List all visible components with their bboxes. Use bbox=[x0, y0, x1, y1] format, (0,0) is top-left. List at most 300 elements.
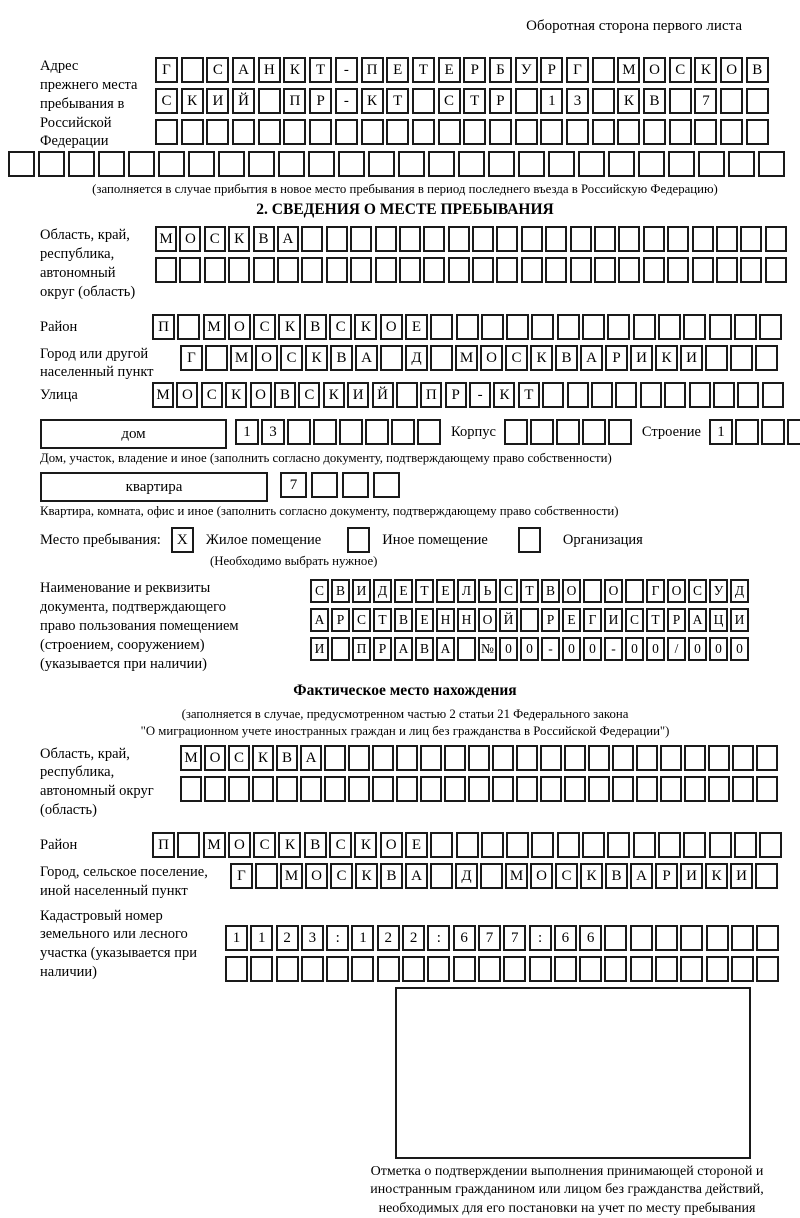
char-cell[interactable] bbox=[377, 956, 400, 982]
char-cell[interactable]: И bbox=[206, 88, 229, 114]
char-cell[interactable] bbox=[732, 745, 754, 771]
char-cell[interactable] bbox=[481, 314, 504, 340]
char-cell[interactable]: В bbox=[746, 57, 769, 83]
char-cell[interactable] bbox=[396, 745, 418, 771]
char-cell[interactable] bbox=[181, 119, 204, 145]
char-cell[interactable]: С bbox=[329, 314, 352, 340]
korpus-cells[interactable] bbox=[504, 419, 634, 447]
char-cell[interactable] bbox=[372, 745, 394, 771]
char-cell[interactable]: Е bbox=[438, 57, 461, 83]
char-cell[interactable]: К bbox=[694, 57, 717, 83]
char-cell[interactable] bbox=[658, 314, 681, 340]
char-cell[interactable] bbox=[324, 776, 346, 802]
char-cell[interactable]: Ц bbox=[709, 608, 728, 632]
char-cell[interactable] bbox=[716, 226, 738, 252]
city-cells[interactable] bbox=[180, 345, 780, 373]
char-cell[interactable] bbox=[396, 776, 418, 802]
char-cell[interactable]: В bbox=[304, 314, 327, 340]
char-cell[interactable]: Р bbox=[540, 57, 563, 83]
char-cell[interactable]: К bbox=[228, 226, 250, 252]
char-cell[interactable] bbox=[402, 956, 425, 982]
char-cell[interactable]: А bbox=[630, 863, 653, 889]
char-cell[interactable]: Н bbox=[258, 57, 281, 83]
char-cell[interactable] bbox=[258, 119, 281, 145]
char-cell[interactable] bbox=[478, 956, 501, 982]
char-cell[interactable] bbox=[420, 745, 442, 771]
char-cell[interactable]: И bbox=[604, 608, 623, 632]
char-cell[interactable] bbox=[179, 257, 201, 283]
char-cell[interactable]: М bbox=[617, 57, 640, 83]
char-cell[interactable]: : bbox=[326, 925, 349, 951]
char-cell[interactable]: П bbox=[283, 88, 306, 114]
char-cell[interactable]: С bbox=[201, 382, 223, 408]
char-cell[interactable]: С bbox=[438, 88, 461, 114]
char-cell[interactable]: Д bbox=[455, 863, 478, 889]
char-cell[interactable]: К bbox=[278, 832, 301, 858]
char-cell[interactable] bbox=[218, 151, 245, 177]
char-cell[interactable] bbox=[636, 745, 658, 771]
char-cell[interactable]: 0 bbox=[730, 637, 749, 661]
char-cell[interactable]: А bbox=[405, 863, 428, 889]
char-cell[interactable] bbox=[8, 151, 35, 177]
char-cell[interactable]: 3 bbox=[566, 88, 589, 114]
char-cell[interactable]: С bbox=[625, 608, 644, 632]
char-cell[interactable] bbox=[380, 345, 403, 371]
char-cell[interactable] bbox=[737, 382, 759, 408]
char-cell[interactable]: О bbox=[380, 832, 403, 858]
char-cell[interactable] bbox=[643, 119, 666, 145]
street-cells[interactable] bbox=[152, 382, 786, 410]
char-cell[interactable]: С bbox=[499, 579, 518, 603]
char-cell[interactable] bbox=[255, 863, 278, 889]
char-cell[interactable]: О bbox=[643, 57, 666, 83]
char-cell[interactable] bbox=[787, 419, 800, 445]
char-cell[interactable]: О bbox=[530, 863, 553, 889]
char-cell[interactable] bbox=[456, 832, 479, 858]
char-cell[interactable] bbox=[706, 925, 729, 951]
char-cell[interactable]: Р bbox=[655, 863, 678, 889]
char-cell[interactable] bbox=[594, 226, 616, 252]
char-cell[interactable]: А bbox=[394, 637, 413, 661]
char-cell[interactable]: 0 bbox=[646, 637, 665, 661]
char-cell[interactable] bbox=[373, 472, 400, 498]
char-cell[interactable] bbox=[338, 151, 365, 177]
char-cell[interactable]: С bbox=[206, 57, 229, 83]
char-cell[interactable] bbox=[756, 956, 779, 982]
char-cell[interactable]: 7 bbox=[503, 925, 526, 951]
char-cell[interactable]: 0 bbox=[583, 637, 602, 661]
char-cell[interactable] bbox=[463, 119, 486, 145]
char-cell[interactable]: 7 bbox=[478, 925, 501, 951]
char-cell[interactable]: К bbox=[283, 57, 306, 83]
char-cell[interactable] bbox=[683, 832, 706, 858]
char-cell[interactable] bbox=[444, 745, 466, 771]
previous-address-row-2[interactable] bbox=[155, 88, 772, 116]
char-cell[interactable] bbox=[740, 257, 762, 283]
char-cell[interactable] bbox=[756, 776, 778, 802]
char-cell[interactable]: Г bbox=[180, 345, 203, 371]
char-cell[interactable]: С bbox=[352, 608, 371, 632]
char-cell[interactable] bbox=[301, 956, 324, 982]
char-cell[interactable] bbox=[504, 419, 528, 445]
char-cell[interactable]: О bbox=[480, 345, 503, 371]
char-cell[interactable] bbox=[708, 776, 730, 802]
char-cell[interactable]: О bbox=[255, 345, 278, 371]
char-cell[interactable] bbox=[158, 151, 185, 177]
char-cell[interactable]: П bbox=[361, 57, 384, 83]
char-cell[interactable] bbox=[557, 314, 580, 340]
char-cell[interactable]: 7 bbox=[280, 472, 307, 498]
char-cell[interactable] bbox=[206, 119, 229, 145]
char-cell[interactable]: В bbox=[415, 637, 434, 661]
char-cell[interactable]: 0 bbox=[499, 637, 518, 661]
char-cell[interactable]: С bbox=[228, 745, 250, 771]
char-cell[interactable] bbox=[759, 832, 782, 858]
char-cell[interactable]: И bbox=[347, 382, 369, 408]
char-cell[interactable] bbox=[472, 226, 494, 252]
char-cell[interactable]: Е bbox=[415, 608, 434, 632]
char-cell[interactable] bbox=[417, 419, 441, 445]
actual-region-row-1[interactable] bbox=[180, 745, 780, 773]
char-cell[interactable]: О bbox=[604, 579, 623, 603]
char-cell[interactable] bbox=[734, 832, 757, 858]
char-cell[interactable]: В bbox=[253, 226, 275, 252]
char-cell[interactable]: Т bbox=[412, 57, 435, 83]
char-cell[interactable]: Т bbox=[646, 608, 665, 632]
char-cell[interactable]: К bbox=[225, 382, 247, 408]
char-cell[interactable] bbox=[448, 257, 470, 283]
char-cell[interactable] bbox=[692, 226, 714, 252]
char-cell[interactable]: - bbox=[604, 637, 623, 661]
char-cell[interactable] bbox=[608, 151, 635, 177]
char-cell[interactable]: В bbox=[555, 345, 578, 371]
char-cell[interactable] bbox=[368, 151, 395, 177]
char-cell[interactable]: С bbox=[155, 88, 178, 114]
char-cell[interactable] bbox=[582, 419, 606, 445]
char-cell[interactable]: О bbox=[179, 226, 201, 252]
char-cell[interactable] bbox=[604, 925, 627, 951]
char-cell[interactable] bbox=[735, 419, 759, 445]
char-cell[interactable] bbox=[468, 776, 490, 802]
char-cell[interactable] bbox=[713, 382, 735, 408]
actual-region-row-2[interactable] bbox=[180, 776, 780, 804]
char-cell[interactable] bbox=[278, 151, 305, 177]
char-cell[interactable]: Г bbox=[566, 57, 589, 83]
char-cell[interactable]: О bbox=[478, 608, 497, 632]
char-cell[interactable] bbox=[472, 257, 494, 283]
stay-type-checkbox-residential[interactable]: X bbox=[171, 527, 194, 553]
char-cell[interactable] bbox=[488, 151, 515, 177]
char-cell[interactable] bbox=[762, 382, 784, 408]
char-cell[interactable]: И bbox=[352, 579, 371, 603]
char-cell[interactable] bbox=[372, 776, 394, 802]
region-row-2[interactable] bbox=[155, 257, 789, 285]
char-cell[interactable]: М bbox=[505, 863, 528, 889]
char-cell[interactable]: 0 bbox=[520, 637, 539, 661]
char-cell[interactable] bbox=[540, 119, 563, 145]
char-cell[interactable]: В bbox=[394, 608, 413, 632]
char-cell[interactable] bbox=[529, 956, 552, 982]
char-cell[interactable] bbox=[618, 257, 640, 283]
char-cell[interactable] bbox=[664, 382, 686, 408]
char-cell[interactable] bbox=[276, 776, 298, 802]
char-cell[interactable] bbox=[579, 956, 602, 982]
char-cell[interactable] bbox=[660, 745, 682, 771]
char-cell[interactable]: 1 bbox=[235, 419, 259, 445]
char-cell[interactable]: С bbox=[669, 57, 692, 83]
char-cell[interactable]: А bbox=[300, 745, 322, 771]
cadastre-row-1[interactable] bbox=[225, 925, 782, 953]
char-cell[interactable] bbox=[655, 956, 678, 982]
char-cell[interactable] bbox=[545, 226, 567, 252]
char-cell[interactable]: Е bbox=[394, 579, 413, 603]
char-cell[interactable] bbox=[582, 314, 605, 340]
char-cell[interactable]: А bbox=[688, 608, 707, 632]
char-cell[interactable] bbox=[468, 745, 490, 771]
char-cell[interactable] bbox=[520, 608, 539, 632]
char-cell[interactable]: К bbox=[617, 88, 640, 114]
char-cell[interactable] bbox=[564, 776, 586, 802]
char-cell[interactable]: У bbox=[709, 579, 728, 603]
char-cell[interactable] bbox=[607, 832, 630, 858]
char-cell[interactable]: М bbox=[203, 832, 226, 858]
char-cell[interactable]: А bbox=[232, 57, 255, 83]
char-cell[interactable]: 2 bbox=[276, 925, 299, 951]
char-cell[interactable] bbox=[658, 832, 681, 858]
char-cell[interactable] bbox=[734, 314, 757, 340]
char-cell[interactable] bbox=[556, 419, 580, 445]
char-cell[interactable] bbox=[515, 119, 538, 145]
char-cell[interactable] bbox=[258, 88, 281, 114]
char-cell[interactable] bbox=[248, 151, 275, 177]
char-cell[interactable] bbox=[311, 472, 338, 498]
char-cell[interactable] bbox=[540, 745, 562, 771]
char-cell[interactable] bbox=[521, 226, 543, 252]
char-cell[interactable] bbox=[604, 956, 627, 982]
document-row-3[interactable] bbox=[310, 637, 751, 663]
char-cell[interactable] bbox=[457, 637, 476, 661]
char-cell[interactable]: Р bbox=[331, 608, 350, 632]
char-cell[interactable] bbox=[155, 257, 177, 283]
char-cell[interactable] bbox=[516, 776, 538, 802]
previous-address-row-3[interactable] bbox=[155, 119, 772, 147]
char-cell[interactable]: И bbox=[730, 863, 753, 889]
char-cell[interactable] bbox=[350, 257, 372, 283]
char-cell[interactable]: В bbox=[330, 345, 353, 371]
char-cell[interactable]: К bbox=[580, 863, 603, 889]
char-cell[interactable]: А bbox=[355, 345, 378, 371]
char-cell[interactable] bbox=[540, 776, 562, 802]
char-cell[interactable]: В bbox=[304, 832, 327, 858]
char-cell[interactable] bbox=[448, 226, 470, 252]
document-row-2[interactable] bbox=[310, 608, 751, 634]
char-cell[interactable] bbox=[361, 119, 384, 145]
char-cell[interactable] bbox=[730, 345, 753, 371]
char-cell[interactable] bbox=[205, 345, 228, 371]
char-cell[interactable]: М bbox=[280, 863, 303, 889]
char-cell[interactable] bbox=[706, 956, 729, 982]
char-cell[interactable]: А bbox=[436, 637, 455, 661]
char-cell[interactable]: К bbox=[181, 88, 204, 114]
char-cell[interactable] bbox=[155, 119, 178, 145]
char-cell[interactable] bbox=[608, 419, 632, 445]
char-cell[interactable] bbox=[765, 226, 787, 252]
char-cell[interactable] bbox=[399, 257, 421, 283]
char-cell[interactable]: И bbox=[680, 345, 703, 371]
char-cell[interactable]: С bbox=[330, 863, 353, 889]
char-cell[interactable]: Р bbox=[373, 637, 392, 661]
char-cell[interactable] bbox=[496, 257, 518, 283]
char-cell[interactable] bbox=[98, 151, 125, 177]
char-cell[interactable] bbox=[456, 314, 479, 340]
char-cell[interactable] bbox=[583, 579, 602, 603]
char-cell[interactable]: О bbox=[228, 832, 251, 858]
char-cell[interactable] bbox=[709, 832, 732, 858]
char-cell[interactable] bbox=[375, 226, 397, 252]
char-cell[interactable]: 6 bbox=[579, 925, 602, 951]
char-cell[interactable]: С bbox=[310, 579, 329, 603]
char-cell[interactable]: К bbox=[305, 345, 328, 371]
char-cell[interactable] bbox=[588, 745, 610, 771]
char-cell[interactable]: Д bbox=[730, 579, 749, 603]
char-cell[interactable] bbox=[680, 925, 703, 951]
char-cell[interactable]: О bbox=[562, 579, 581, 603]
char-cell[interactable]: Н bbox=[457, 608, 476, 632]
char-cell[interactable] bbox=[309, 119, 332, 145]
char-cell[interactable] bbox=[339, 419, 363, 445]
char-cell[interactable] bbox=[683, 314, 706, 340]
char-cell[interactable] bbox=[548, 151, 575, 177]
char-cell[interactable] bbox=[530, 419, 554, 445]
char-cell[interactable] bbox=[430, 345, 453, 371]
char-cell[interactable]: П bbox=[152, 314, 175, 340]
char-cell[interactable] bbox=[643, 226, 665, 252]
char-cell[interactable]: - bbox=[469, 382, 491, 408]
char-cell[interactable] bbox=[684, 776, 706, 802]
char-cell[interactable] bbox=[453, 956, 476, 982]
char-cell[interactable] bbox=[667, 226, 689, 252]
char-cell[interactable] bbox=[399, 226, 421, 252]
char-cell[interactable] bbox=[630, 925, 653, 951]
char-cell[interactable] bbox=[177, 314, 200, 340]
char-cell[interactable]: К bbox=[361, 88, 384, 114]
char-cell[interactable]: 1 bbox=[225, 925, 248, 951]
char-cell[interactable]: Т bbox=[309, 57, 332, 83]
char-cell[interactable] bbox=[612, 776, 634, 802]
char-cell[interactable]: : bbox=[529, 925, 552, 951]
char-cell[interactable] bbox=[423, 226, 445, 252]
char-cell[interactable] bbox=[669, 119, 692, 145]
char-cell[interactable]: Р bbox=[445, 382, 467, 408]
char-cell[interactable] bbox=[566, 119, 589, 145]
char-cell[interactable] bbox=[252, 776, 274, 802]
char-cell[interactable]: Б bbox=[489, 57, 512, 83]
char-cell[interactable] bbox=[326, 226, 348, 252]
char-cell[interactable]: В bbox=[643, 88, 666, 114]
char-cell[interactable] bbox=[412, 88, 435, 114]
char-cell[interactable] bbox=[698, 151, 725, 177]
char-cell[interactable] bbox=[758, 151, 785, 177]
char-cell[interactable] bbox=[720, 119, 743, 145]
char-cell[interactable]: 0 bbox=[562, 637, 581, 661]
char-cell[interactable] bbox=[324, 745, 346, 771]
char-cell[interactable]: 3 bbox=[261, 419, 285, 445]
char-cell[interactable] bbox=[128, 151, 155, 177]
apartment-cells[interactable] bbox=[280, 472, 404, 500]
char-cell[interactable]: Т bbox=[415, 579, 434, 603]
char-cell[interactable]: / bbox=[667, 637, 686, 661]
char-cell[interactable]: 6 bbox=[453, 925, 476, 951]
char-cell[interactable]: 2 bbox=[377, 925, 400, 951]
char-cell[interactable] bbox=[728, 151, 755, 177]
char-cell[interactable]: - bbox=[335, 57, 358, 83]
char-cell[interactable]: И bbox=[680, 863, 703, 889]
char-cell[interactable] bbox=[765, 257, 787, 283]
region-row-1[interactable] bbox=[155, 226, 789, 254]
stroenie-cells[interactable] bbox=[709, 419, 800, 447]
char-cell[interactable] bbox=[423, 257, 445, 283]
char-cell[interactable] bbox=[492, 745, 514, 771]
char-cell[interactable] bbox=[531, 832, 554, 858]
char-cell[interactable]: С bbox=[555, 863, 578, 889]
char-cell[interactable]: К bbox=[355, 863, 378, 889]
cadastre-row-2[interactable] bbox=[225, 956, 782, 984]
char-cell[interactable]: К bbox=[252, 745, 274, 771]
char-cell[interactable]: Д bbox=[373, 579, 392, 603]
char-cell[interactable]: 1 bbox=[351, 925, 374, 951]
char-cell[interactable] bbox=[232, 119, 255, 145]
char-cell[interactable] bbox=[570, 226, 592, 252]
char-cell[interactable] bbox=[365, 419, 389, 445]
char-cell[interactable] bbox=[331, 637, 350, 661]
char-cell[interactable]: Г bbox=[646, 579, 665, 603]
char-cell[interactable]: : bbox=[427, 925, 450, 951]
char-cell[interactable] bbox=[313, 419, 337, 445]
char-cell[interactable] bbox=[228, 776, 250, 802]
char-cell[interactable] bbox=[756, 745, 778, 771]
char-cell[interactable] bbox=[506, 314, 529, 340]
char-cell[interactable]: 2 bbox=[402, 925, 425, 951]
char-cell[interactable] bbox=[225, 956, 248, 982]
char-cell[interactable] bbox=[746, 119, 769, 145]
char-cell[interactable] bbox=[755, 345, 778, 371]
char-cell[interactable]: О bbox=[380, 314, 403, 340]
char-cell[interactable]: Р bbox=[489, 88, 512, 114]
char-cell[interactable] bbox=[708, 745, 730, 771]
char-cell[interactable]: К bbox=[655, 345, 678, 371]
char-cell[interactable]: Т bbox=[386, 88, 409, 114]
char-cell[interactable] bbox=[228, 257, 250, 283]
char-cell[interactable]: 7 bbox=[694, 88, 717, 114]
char-cell[interactable]: П bbox=[352, 637, 371, 661]
char-cell[interactable]: В bbox=[274, 382, 296, 408]
char-cell[interactable]: С bbox=[329, 832, 352, 858]
char-cell[interactable] bbox=[301, 257, 323, 283]
char-cell[interactable] bbox=[180, 776, 202, 802]
char-cell[interactable]: В bbox=[541, 579, 560, 603]
char-cell[interactable]: О bbox=[228, 314, 251, 340]
char-cell[interactable]: Т bbox=[520, 579, 539, 603]
char-cell[interactable] bbox=[287, 419, 311, 445]
char-cell[interactable]: О bbox=[720, 57, 743, 83]
char-cell[interactable] bbox=[518, 151, 545, 177]
char-cell[interactable]: Е bbox=[405, 314, 428, 340]
char-cell[interactable] bbox=[607, 314, 630, 340]
char-cell[interactable] bbox=[506, 832, 529, 858]
char-cell[interactable]: М bbox=[155, 226, 177, 252]
char-cell[interactable]: Т bbox=[373, 608, 392, 632]
char-cell[interactable] bbox=[720, 88, 743, 114]
